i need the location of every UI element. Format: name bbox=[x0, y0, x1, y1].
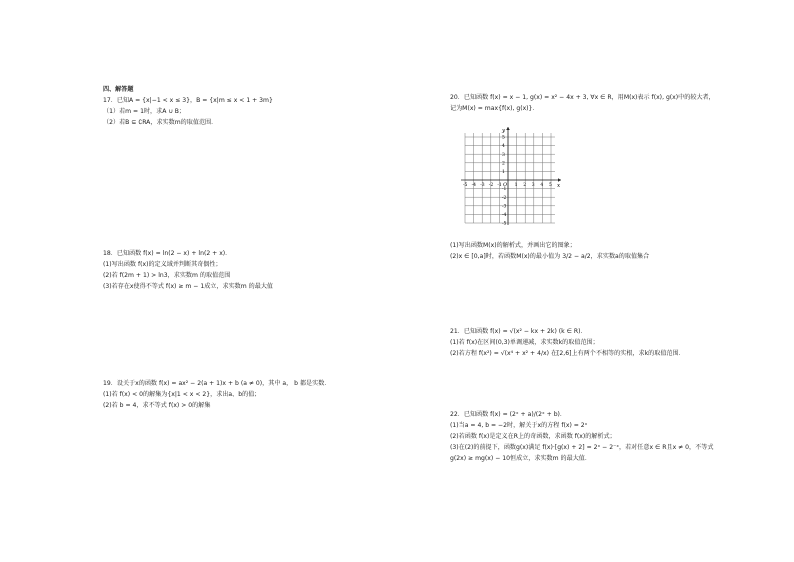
y-tick-label: -4 bbox=[502, 213, 507, 218]
question-22-part-1: (1)当a = 4, b = −2时，解关于x的方程 f(x) = 2ˣ bbox=[450, 422, 588, 429]
question-18-part-1: (1)写出函数 f(x)的定义域并判断其奇偶性； bbox=[103, 261, 222, 268]
question-17 bbox=[103, 95, 403, 128]
y-tick-label: 2 bbox=[502, 161, 505, 167]
y-tick-label: -5 bbox=[502, 221, 507, 227]
grid-axes bbox=[461, 127, 561, 225]
x-axis-arrow bbox=[558, 178, 561, 182]
question-20-stem-line-2: 记为M(x) = max{f(x), g(x)}． bbox=[450, 105, 539, 112]
section-title: 四、解答题 bbox=[103, 86, 134, 93]
x-tick-label: 1 bbox=[514, 183, 518, 188]
left-column bbox=[103, 84, 403, 411]
question-22 bbox=[450, 409, 780, 464]
y-axis-label: y bbox=[502, 128, 506, 134]
question-22-stem: 22．已知函数 f(x) = (2ˣ + a)/(2ˣ + b)． bbox=[450, 411, 567, 418]
question-21 bbox=[450, 326, 780, 359]
grid-labels bbox=[463, 128, 561, 227]
y-axis-arrow bbox=[506, 127, 510, 130]
question-17-stem: 17．已知A = {x|−1 < x ≤ 3}，B = {x|m ≤ x < 1 + 3m} bbox=[103, 97, 273, 104]
y-tick-label: -1 bbox=[502, 187, 507, 193]
y-tick-label: 1 bbox=[502, 170, 505, 175]
x-tick-label: -1 bbox=[497, 183, 502, 188]
question-18-stem: 18．已知函数 f(x) = ln(2 − x) + ln(2 + x)． bbox=[103, 250, 232, 257]
x-tick-label: 2 bbox=[523, 183, 527, 188]
right-column bbox=[450, 92, 780, 464]
question-20-stem-line-1: 20．已知函数 f(x) = x − 1, g(x) = x² − 4x + 3, ∀x ∈ R，用M(x)表示 f(x), g(x)中的较大者， bbox=[450, 94, 715, 101]
question-19 bbox=[103, 378, 403, 411]
question-20-part-1: (1)写出函数M(x)的解析式，并画出它的图象； bbox=[450, 242, 576, 249]
question-22-part-2: (2)若函数 f(x)是定义在R上的奇函数，求函数 f(x)的解析式； bbox=[450, 433, 616, 440]
question-18-part-3: (3)若存在x使得不等式 f(x) ≥ m − 1成立，求实数m 的最大值 bbox=[103, 283, 274, 290]
question-19-part-1: (1)若 f(x) < 0的解集为{x|1 < x < 2}，求出a、b的值； bbox=[103, 391, 261, 398]
question-20 bbox=[450, 92, 780, 262]
question-20-part-2: (2)x ∈ [0,a]时，若函数M(x)的最小值为 3/2 − a/2，求实数a的取值集合 bbox=[450, 253, 650, 260]
x-tick-label: -4 bbox=[471, 183, 476, 188]
question-19-stem: 19．设关于x的函数 f(x) = ax² − 2(a + 1)x + b (a ≠ 0)，其中 a， b 都是实数． bbox=[103, 380, 331, 387]
question-22-part-3: (3)在(2)的前提下，函数g(x)满足 f(x)·[g(x) + 2] = 2ˣ − 2⁻ˣ，若对任意x ∈ R且x ≠ 0，不等式 bbox=[450, 444, 714, 451]
y-tick-label: 3 bbox=[502, 152, 505, 158]
coordinate-grid bbox=[450, 114, 570, 240]
x-tick-label: 4 bbox=[540, 183, 544, 188]
grid-lines bbox=[465, 133, 555, 223]
x-tick-label: -5 bbox=[463, 183, 468, 188]
x-axis-label: x bbox=[557, 183, 561, 189]
x-tick-label: -3 bbox=[480, 183, 485, 188]
origin-label: O bbox=[503, 182, 508, 188]
question-22-part-4: g(2x) ≥ mg(x) − 10恒成立，求实数m 的最大值． bbox=[450, 455, 591, 462]
question-21-stem: 21．已知函数 f(x) = √(x² − kx + 2k) (k ∈ R)． bbox=[450, 328, 587, 335]
x-tick-label: 3 bbox=[531, 183, 535, 188]
y-tick-label: 5 bbox=[502, 135, 505, 141]
question-19-part-2: (2)若 b = 4，求不等式 f(x) > 0的解集 bbox=[103, 402, 211, 409]
x-tick-label: -2 bbox=[488, 183, 494, 188]
question-18-part-2: (2)若 f(2m + 1) > ln3，求实数m 的取值范围 bbox=[103, 272, 231, 279]
y-tick-label: -3 bbox=[502, 204, 507, 210]
question-18 bbox=[103, 248, 403, 292]
x-tick-label: 5 bbox=[549, 183, 552, 188]
question-21-part-2: (2)若方程 f(x²) = √(x⁴ + x² + 4/x) 在[2,6]上有两个不相等的实根，求k的取值范围． bbox=[450, 350, 685, 357]
coordinate-grid-figure bbox=[450, 114, 780, 240]
question-17-part-1: （1）若m = 1时，求A ∪ B； bbox=[103, 108, 186, 115]
y-tick-label: 4 bbox=[502, 144, 505, 150]
question-21-part-1: (1)若 f(x)在区间(0,3)单调递减，求实数k的取值范围； bbox=[450, 339, 599, 346]
y-tick-label: -2 bbox=[502, 195, 507, 201]
question-17-part-2: （2）若B ⊆ ∁RA，求实数m的取值范围． bbox=[103, 119, 218, 126]
